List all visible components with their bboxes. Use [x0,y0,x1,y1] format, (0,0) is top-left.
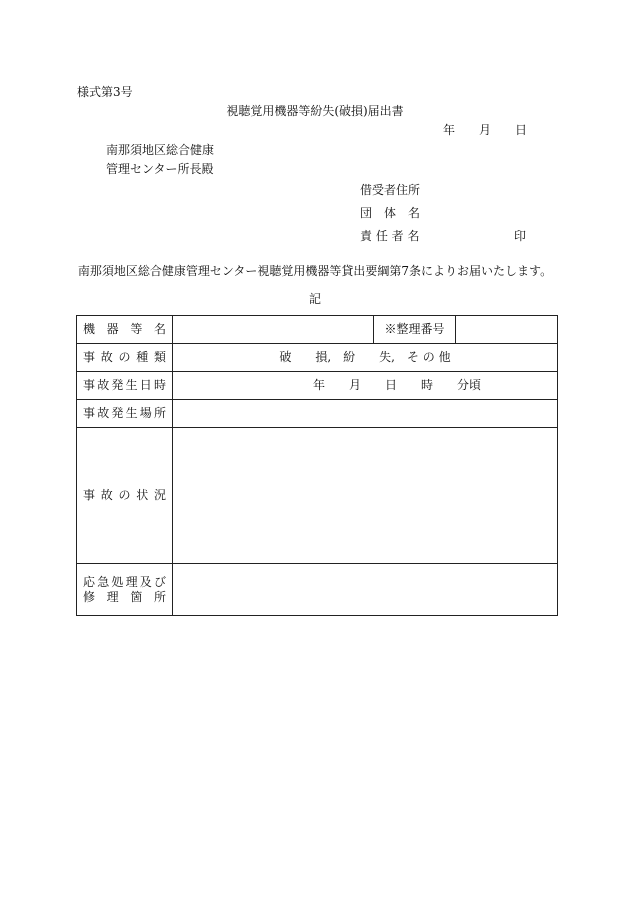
group-name-label: 団 体 名 [360,206,421,220]
date-day-unit: 日 [515,123,528,137]
situation-row [77,428,558,564]
emergency-repair-field[interactable] [173,564,558,616]
emergency-repair-label-line-1: 応急処理及び [83,574,166,589]
accident-type-row [77,344,558,372]
responsible-person-label: 責 任 者 名 [360,229,420,243]
addressee-line-2: 管理センター所長殿 [106,162,214,176]
serial-number-field[interactable] [456,316,558,344]
accident-type-options[interactable]: 破 損, 紛 失, そ の 他 [173,344,558,372]
borrower-address-label: 借受者住所 [360,183,421,197]
seal-mark: 印 [514,229,527,243]
serial-number-label: ※整理番号 [374,316,456,344]
emergency-row [77,564,558,616]
accident-datetime-field[interactable] [173,372,558,400]
emergency-repair-label [77,564,173,616]
accident-situation-field[interactable] [173,428,558,564]
accident-situation-label: 事故の状況 [77,428,173,564]
datetime-row [77,372,558,400]
accident-report-table [76,315,558,616]
accident-type-label: 事故の種類 [77,344,173,372]
emergency-repair-label-line-2: 修理箇所 [83,589,166,604]
addressee-line-1: 南那須地区総合健康 [106,143,215,157]
equipment-name-label: 機器等名 [77,316,173,344]
datetime-year-unit: 年 [313,378,326,392]
datetime-day-unit: 日 [385,378,398,392]
form-number: 様式第3号 [77,85,133,99]
place-row [77,400,558,428]
body-text: 南那須地区総合健康管理センター視聴覚用機器等貸出要綱第7条によりお届いたします。 [77,264,553,278]
equipment-name-field[interactable] [173,316,374,344]
accident-place-field[interactable] [173,400,558,428]
datetime-month-unit: 月 [349,378,362,392]
document-title: 視聴覚用機器等紛失(破損)届出書 [226,104,404,118]
equipment-row [77,316,558,344]
date-year-unit: 年 [443,123,456,137]
datetime-hour-unit: 時 [421,378,434,392]
accident-datetime-label: 事故発生日時 [77,372,173,400]
date-month-unit: 月 [479,123,492,137]
accident-place-label: 事故発生場所 [77,400,173,428]
ki-heading: 記 [308,292,321,306]
datetime-minute-unit: 分頃 [457,378,482,392]
